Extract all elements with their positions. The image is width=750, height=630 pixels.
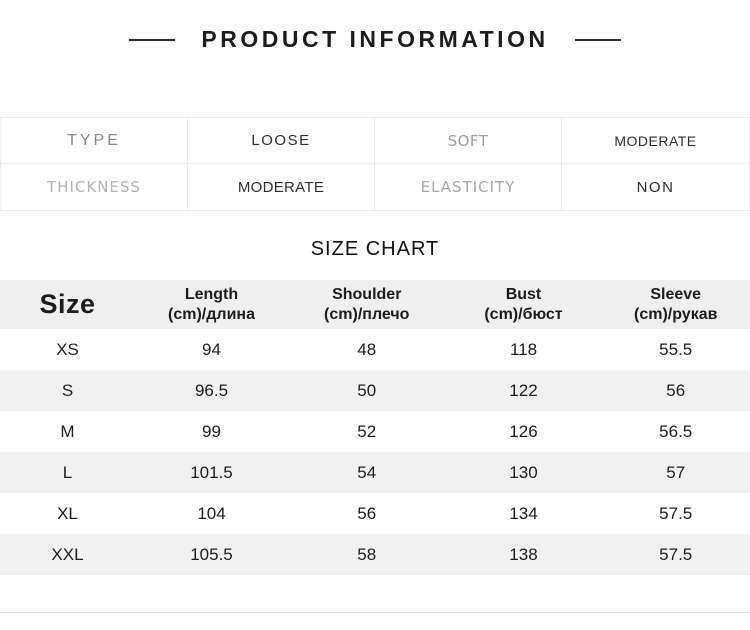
cell-size: XL bbox=[57, 503, 78, 523]
cell-shoulder: 52 bbox=[357, 421, 377, 441]
column-header-length-en: Length bbox=[184, 285, 239, 303]
cell-bust: 126 bbox=[509, 421, 538, 441]
cell-size: XS bbox=[56, 339, 79, 359]
cell-length: 104 bbox=[197, 503, 226, 523]
title-left-rule bbox=[129, 39, 175, 41]
attr-value-softness: MODERATE bbox=[562, 118, 749, 164]
attr-value-thickness: MODERATE bbox=[188, 164, 375, 210]
table-row-xxl bbox=[0, 534, 750, 575]
column-header-shoulder-en: Shoulder bbox=[332, 285, 402, 303]
column-header-sleeve-en: Sleeve bbox=[650, 285, 702, 303]
column-header-bust bbox=[446, 285, 602, 325]
cell-size: M bbox=[60, 421, 75, 441]
bottom-divider bbox=[0, 612, 750, 613]
cell-bust: 130 bbox=[509, 462, 538, 482]
attr-label-thickness: THICKNESS bbox=[1, 164, 188, 210]
column-header-length bbox=[135, 285, 288, 325]
cell-length: 96.5 bbox=[194, 380, 229, 400]
size-chart-title: SIZE CHART bbox=[310, 238, 440, 260]
cell-sleeve: 56.5 bbox=[659, 421, 693, 441]
attr-label-softness: SOFT bbox=[375, 118, 562, 164]
cell-shoulder: 50 bbox=[357, 380, 377, 400]
cell-size: L bbox=[62, 462, 73, 482]
attr-value-elasticity: NON bbox=[562, 164, 749, 210]
column-header-shoulder-ru: (cm)/плечо bbox=[324, 305, 410, 323]
cell-size: S bbox=[61, 380, 74, 400]
table-row-s bbox=[0, 370, 750, 411]
table-row-xl bbox=[0, 493, 750, 534]
cell-length: 94 bbox=[202, 339, 221, 359]
cell-shoulder: 54 bbox=[357, 462, 377, 482]
column-header-sleeve bbox=[601, 285, 749, 325]
page-title: PRODUCT INFORMATION bbox=[201, 26, 549, 52]
attr-value-type: LOOSE bbox=[188, 118, 375, 164]
cell-bust: 118 bbox=[509, 339, 538, 359]
size-chart-table bbox=[0, 280, 750, 575]
cell-bust: 138 bbox=[509, 544, 538, 564]
cell-shoulder: 58 bbox=[357, 544, 377, 564]
cell-size: XXL bbox=[51, 544, 84, 564]
cell-length: 105.5 bbox=[190, 544, 233, 564]
attribute-table bbox=[0, 117, 750, 211]
page-header bbox=[0, 26, 750, 53]
cell-sleeve: 56 bbox=[666, 380, 686, 400]
cell-sleeve: 55.5 bbox=[659, 339, 693, 359]
column-header-bust-en: Bust bbox=[505, 285, 542, 303]
cell-sleeve: 57 bbox=[666, 462, 686, 482]
column-header-sleeve-ru: (cm)/рукав bbox=[634, 305, 718, 323]
cell-bust: 134 bbox=[509, 503, 538, 523]
title-right-rule bbox=[575, 39, 621, 41]
attr-label-type: TYPE bbox=[1, 118, 188, 164]
column-header-length-ru: (cm)/длина bbox=[168, 305, 255, 323]
attr-label-elasticity: ELASTICITY bbox=[375, 164, 562, 210]
cell-shoulder: 48 bbox=[357, 339, 377, 359]
cell-length: 101.5 bbox=[190, 462, 233, 482]
cell-bust: 122 bbox=[509, 380, 538, 400]
cell-sleeve: 57.5 bbox=[659, 503, 693, 523]
column-header-size-label: Size bbox=[39, 288, 96, 319]
table-row-xs bbox=[0, 329, 750, 370]
cell-shoulder: 56 bbox=[357, 503, 377, 523]
table-row-l bbox=[0, 452, 750, 493]
cell-length: 99 bbox=[202, 421, 221, 441]
table-row-m bbox=[0, 411, 750, 452]
column-header-bust-ru: (cm)/бюст bbox=[484, 305, 563, 323]
size-chart-header-row bbox=[0, 280, 750, 329]
column-header-size bbox=[0, 288, 135, 322]
cell-sleeve: 57.5 bbox=[659, 544, 693, 564]
column-header-shoulder bbox=[288, 285, 446, 325]
